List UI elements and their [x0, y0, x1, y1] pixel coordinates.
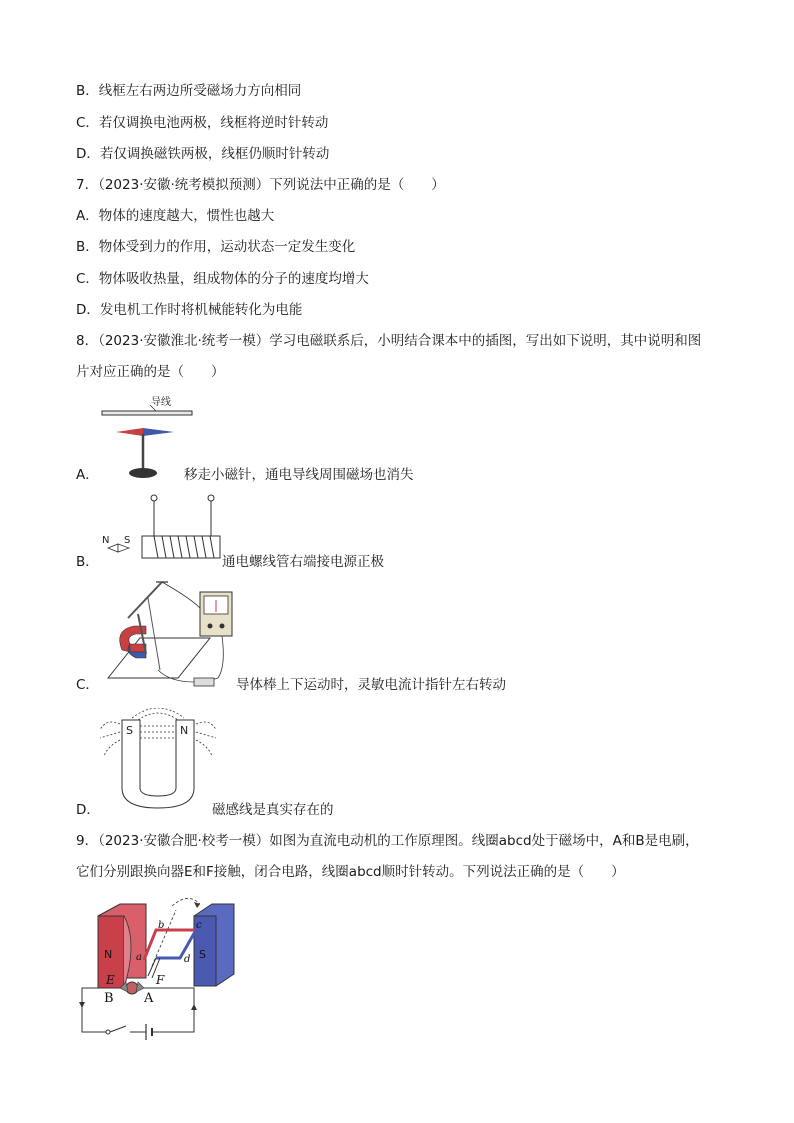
q8-option-b-text: 通电螺线管右端接电源正极: [222, 554, 384, 570]
q6-option-d: D．若仅调换磁铁两极，线框仍顺时针转动: [76, 146, 330, 162]
q9-stem-line2: 它们分别跟换向器E和F接触，闭合电路，线圈abcd顺时针转动。下列说法正确的是（ ）: [76, 864, 625, 880]
q7-option-a: A．物体的速度越大，惯性也越大: [76, 208, 275, 224]
q9-f-label: F: [156, 973, 165, 987]
q8-option-d-letter: D．: [76, 802, 100, 818]
q8-option-a-letter: A．: [76, 467, 99, 483]
q9-e-label: E: [106, 973, 115, 987]
q9-c-label: c: [196, 920, 202, 931]
q9-d-label: d: [184, 954, 191, 965]
q8-figure-c: [100, 578, 242, 690]
q7-option-b: B．物体受到力的作用，运动状态一定发生变化: [76, 239, 356, 255]
q9-brush-b-label: B: [104, 991, 114, 1006]
q9-n-label: N: [104, 948, 113, 961]
q9-brush-a-label: A: [144, 991, 154, 1006]
q8-option-c-letter: C．: [76, 677, 99, 693]
q8-figD-s-label: S: [126, 724, 133, 737]
q8-figure-a: [98, 392, 198, 488]
q8-figB-n-label: N: [102, 535, 110, 546]
q8-option-d-text: 磁感线是真实存在的: [212, 802, 334, 818]
q9-s-label: S: [199, 948, 206, 961]
q6-option-c: C．若仅调换电池两极，线框将逆时针转动: [76, 115, 329, 131]
q8-figA-wire-label: 导线: [151, 397, 171, 408]
q8-stem-line2: 片对应正确的是（ ）: [76, 364, 225, 380]
q8-figure-d: [98, 708, 218, 816]
q7-option-d: D．发电机工作时将机械能转化为电能: [76, 302, 303, 318]
q9-stem-line1: 9．（2023·安徽合肥·校考一模）如图为直流电动机的工作原理图。线圈abcd处于磁场中，A和B是电刷，: [76, 833, 699, 849]
q9-b-label: b: [158, 920, 165, 931]
q9-figure-motor: [76, 892, 246, 1042]
q7-stem: 7．（2023·安徽·统考模拟预测）下列说法中正确的是（ ）: [76, 177, 445, 193]
q6-option-b: B．线框左右两边所受磁场力方向相同: [76, 83, 302, 99]
q8-option-a-text: 移走小磁针，通电导线周围磁场也消失: [184, 467, 414, 483]
q8-figure-b: [96, 492, 226, 562]
q8-option-c-text: 导体棒上下运动时，灵敏电流计指针左右转动: [236, 677, 506, 693]
q9-a-label: a: [136, 952, 142, 963]
q7-option-c: C．物体吸收热量，组成物体的分子的速度均增大: [76, 271, 369, 287]
q8-stem-line1: 8．（2023·安徽淮北·统考一模）学习电磁联系后，小明结合课本中的插图，写出如下说明，其中说明和图: [76, 333, 702, 349]
q8-figD-n-label: N: [180, 724, 189, 737]
q8-figB-s-label: S: [124, 535, 131, 546]
q8-option-b-letter: B．: [76, 554, 99, 570]
